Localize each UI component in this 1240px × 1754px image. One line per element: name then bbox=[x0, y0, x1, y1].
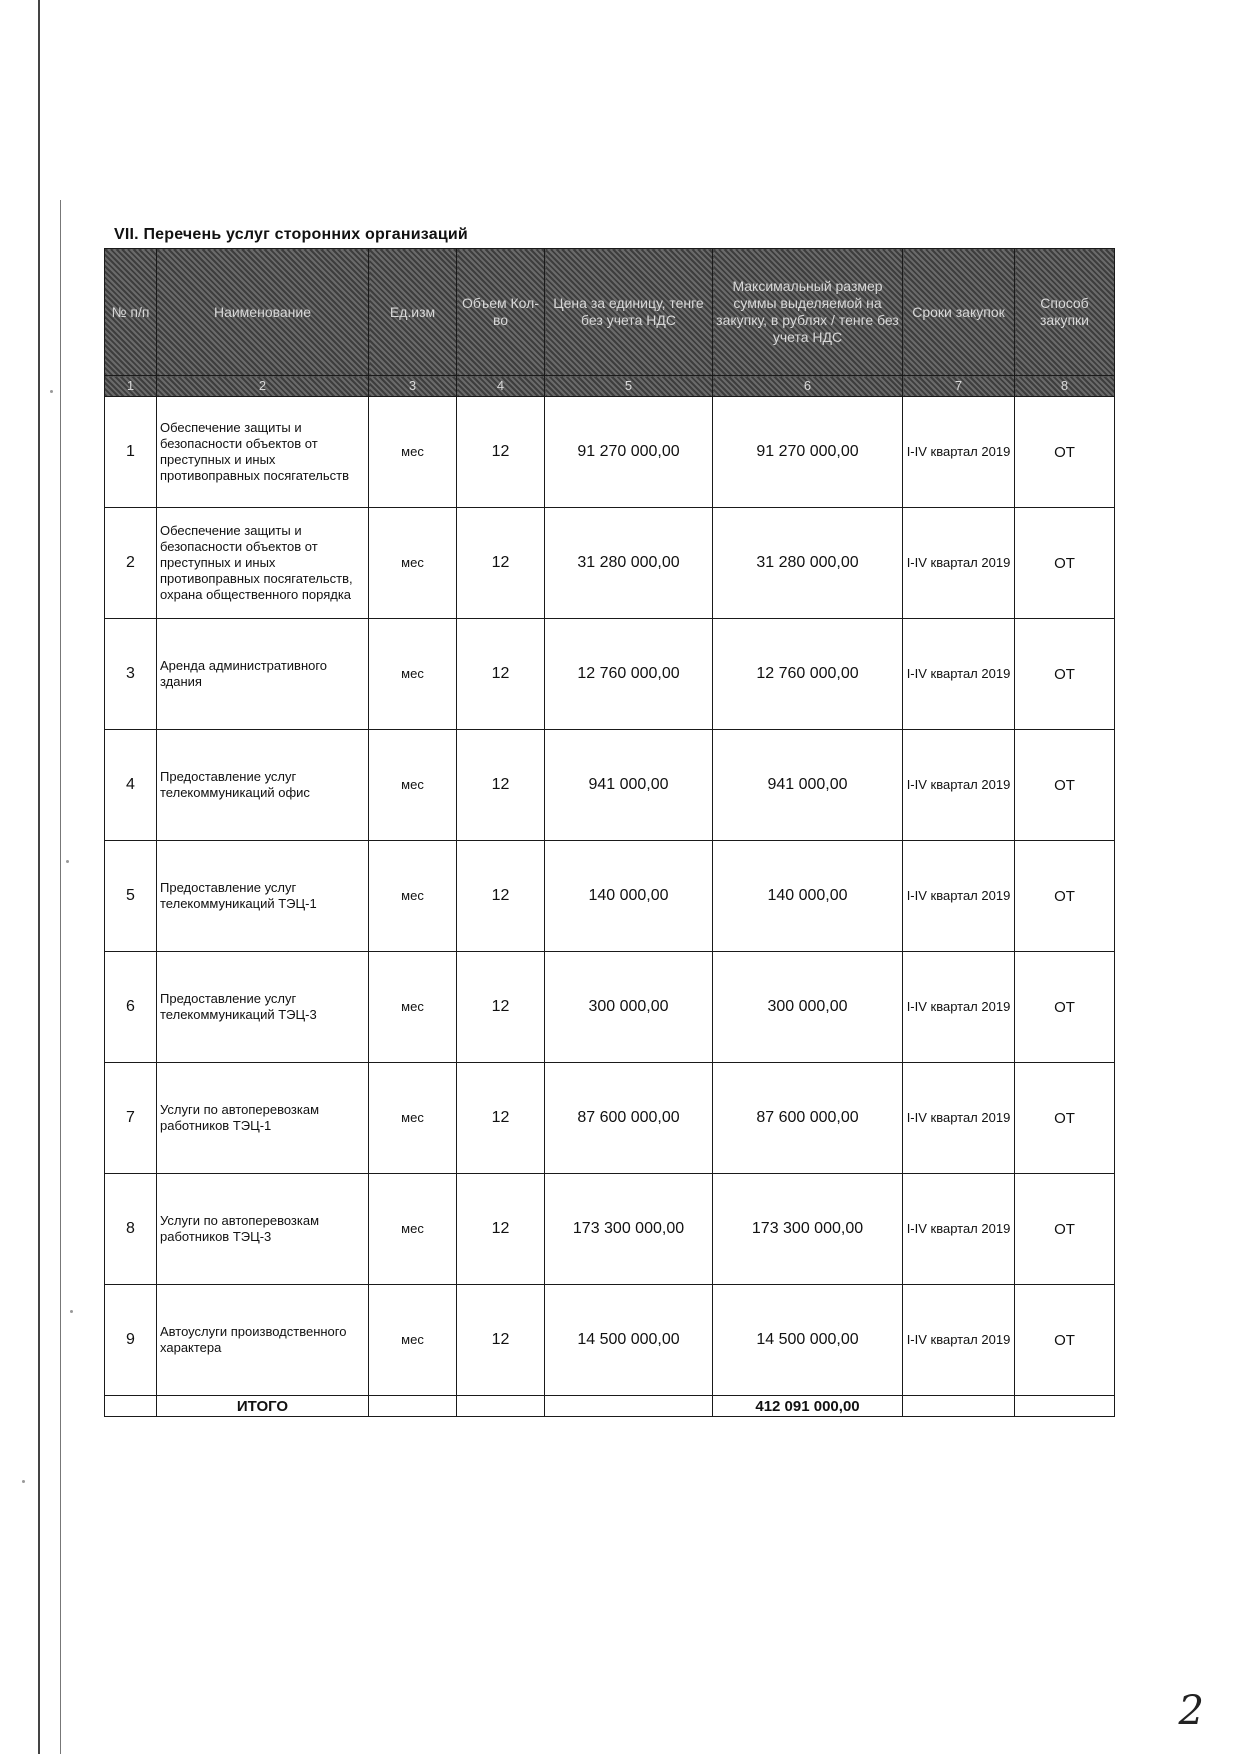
unit-price: 941 000,00 bbox=[545, 730, 713, 841]
table-row bbox=[105, 952, 1115, 1063]
unit: мес bbox=[369, 1063, 457, 1174]
column-number: 2 bbox=[157, 376, 369, 397]
column-header: Ед.изм bbox=[369, 249, 457, 376]
procurement-method: ОТ bbox=[1015, 952, 1115, 1063]
column-header: Цена за единицу, тенге без учета НДС bbox=[545, 249, 713, 376]
service-name: Обеспечение защиты и безопасности объектов от преступных и иных противоправных посягательств, охрана общественного порядка bbox=[157, 508, 369, 619]
column-number: 3 bbox=[369, 376, 457, 397]
column-header: Объем Кол-во bbox=[457, 249, 545, 376]
column-header: Способ закупки bbox=[1015, 249, 1115, 376]
scan-speck bbox=[70, 1310, 73, 1313]
column-header: Наименование bbox=[157, 249, 369, 376]
services-table bbox=[104, 248, 1115, 1417]
total-amount: 91 270 000,00 bbox=[713, 397, 903, 508]
column-number: 6 bbox=[713, 376, 903, 397]
quantity: 12 bbox=[457, 952, 545, 1063]
quantity: 12 bbox=[457, 1174, 545, 1285]
unit: мес bbox=[369, 841, 457, 952]
table-row bbox=[105, 1063, 1115, 1174]
service-name: Аренда административного здания bbox=[157, 619, 369, 730]
scan-speck bbox=[22, 1480, 25, 1483]
procurement-period: I-IV квартал 2019 bbox=[903, 1063, 1015, 1174]
binding-edge-line bbox=[38, 0, 40, 1754]
procurement-period: I-IV квартал 2019 bbox=[903, 841, 1015, 952]
unit: мес bbox=[369, 619, 457, 730]
quantity: 12 bbox=[457, 508, 545, 619]
scan-speck bbox=[66, 860, 69, 863]
table-row bbox=[105, 1285, 1115, 1396]
row-number: 8 bbox=[105, 1174, 157, 1285]
unit-price: 87 600 000,00 bbox=[545, 1063, 713, 1174]
row-number: 6 bbox=[105, 952, 157, 1063]
service-name: Предоставление услуг телекоммуникаций ТЭЦ-3 bbox=[157, 952, 369, 1063]
column-header: № п/п bbox=[105, 249, 157, 376]
procurement-period: I-IV квартал 2019 bbox=[903, 952, 1015, 1063]
section-title: VII. Перечень услуг сторонних организаций bbox=[114, 226, 468, 243]
procurement-period: I-IV квартал 2019 bbox=[903, 397, 1015, 508]
unit: мес bbox=[369, 1285, 457, 1396]
total-empty-cell bbox=[903, 1396, 1015, 1417]
procurement-method: ОТ bbox=[1015, 841, 1115, 952]
unit-price: 300 000,00 bbox=[545, 952, 713, 1063]
total-amount: 140 000,00 bbox=[713, 841, 903, 952]
page-number: 2 bbox=[1178, 1688, 1204, 1734]
procurement-method: ОТ bbox=[1015, 397, 1115, 508]
column-number: 1 bbox=[105, 376, 157, 397]
column-number: 7 bbox=[903, 376, 1015, 397]
total-empty-cell bbox=[1015, 1396, 1115, 1417]
row-number: 1 bbox=[105, 397, 157, 508]
service-name: Предоставление услуг телекоммуникаций ТЭЦ-1 bbox=[157, 841, 369, 952]
total-empty-cell bbox=[369, 1396, 457, 1417]
total-amount: 14 500 000,00 bbox=[713, 1285, 903, 1396]
table-row bbox=[105, 841, 1115, 952]
total-empty-cell bbox=[545, 1396, 713, 1417]
unit: мес bbox=[369, 397, 457, 508]
row-number: 2 bbox=[105, 508, 157, 619]
total-amount: 173 300 000,00 bbox=[713, 1174, 903, 1285]
unit: мес bbox=[369, 508, 457, 619]
unit-price: 91 270 000,00 bbox=[545, 397, 713, 508]
total-amount: 941 000,00 bbox=[713, 730, 903, 841]
row-number: 4 bbox=[105, 730, 157, 841]
quantity: 12 bbox=[457, 841, 545, 952]
service-name: Автоуслуги производственного характера bbox=[157, 1285, 369, 1396]
procurement-method: ОТ bbox=[1015, 730, 1115, 841]
unit-price: 31 280 000,00 bbox=[545, 508, 713, 619]
column-number-row bbox=[105, 376, 1115, 397]
column-header: Максимальный размер суммы выделяемой на закупку, в рублях / тенге без учета НДС bbox=[713, 249, 903, 376]
unit-price: 140 000,00 bbox=[545, 841, 713, 952]
table-row bbox=[105, 619, 1115, 730]
total-empty-cell bbox=[105, 1396, 157, 1417]
procurement-period: I-IV квартал 2019 bbox=[903, 730, 1015, 841]
service-name: Обеспечение защиты и безопасности объектов от преступных и иных противоправных посягательств bbox=[157, 397, 369, 508]
table-header-row bbox=[105, 249, 1115, 376]
total-empty-cell bbox=[457, 1396, 545, 1417]
total-value: 412 091 000,00 bbox=[713, 1396, 903, 1417]
unit-price: 14 500 000,00 bbox=[545, 1285, 713, 1396]
total-amount: 31 280 000,00 bbox=[713, 508, 903, 619]
quantity: 12 bbox=[457, 730, 545, 841]
quantity: 12 bbox=[457, 1285, 545, 1396]
unit-price: 12 760 000,00 bbox=[545, 619, 713, 730]
table-row bbox=[105, 508, 1115, 619]
unit: мес bbox=[369, 1174, 457, 1285]
quantity: 12 bbox=[457, 1063, 545, 1174]
procurement-period: I-IV квартал 2019 bbox=[903, 508, 1015, 619]
service-name: Предоставление услуг телекоммуникаций офис bbox=[157, 730, 369, 841]
procurement-period: I-IV квартал 2019 bbox=[903, 1285, 1015, 1396]
unit: мес bbox=[369, 730, 457, 841]
column-number: 5 bbox=[545, 376, 713, 397]
total-amount: 300 000,00 bbox=[713, 952, 903, 1063]
total-row bbox=[105, 1396, 1115, 1417]
column-header: Сроки закупок bbox=[903, 249, 1015, 376]
scan-speck bbox=[50, 390, 53, 393]
row-number: 5 bbox=[105, 841, 157, 952]
service-name: Услуги по автоперевозкам работников ТЭЦ-3 bbox=[157, 1174, 369, 1285]
procurement-method: ОТ bbox=[1015, 619, 1115, 730]
procurement-method: ОТ bbox=[1015, 1174, 1115, 1285]
quantity: 12 bbox=[457, 397, 545, 508]
total-amount: 87 600 000,00 bbox=[713, 1063, 903, 1174]
binding-edge-line-inner bbox=[60, 200, 61, 1754]
procurement-method: ОТ bbox=[1015, 1063, 1115, 1174]
procurement-period: I-IV квартал 2019 bbox=[903, 619, 1015, 730]
quantity: 12 bbox=[457, 619, 545, 730]
row-number: 7 bbox=[105, 1063, 157, 1174]
row-number: 3 bbox=[105, 619, 157, 730]
procurement-period: I-IV квартал 2019 bbox=[903, 1174, 1015, 1285]
procurement-method: ОТ bbox=[1015, 508, 1115, 619]
table-row bbox=[105, 1174, 1115, 1285]
service-name: Услуги по автоперевозкам работников ТЭЦ-1 bbox=[157, 1063, 369, 1174]
column-number: 4 bbox=[457, 376, 545, 397]
table-row bbox=[105, 397, 1115, 508]
unit: мес bbox=[369, 952, 457, 1063]
column-number: 8 bbox=[1015, 376, 1115, 397]
total-amount: 12 760 000,00 bbox=[713, 619, 903, 730]
procurement-method: ОТ bbox=[1015, 1285, 1115, 1396]
table-row bbox=[105, 730, 1115, 841]
total-label: ИТОГО bbox=[157, 1396, 369, 1417]
row-number: 9 bbox=[105, 1285, 157, 1396]
unit-price: 173 300 000,00 bbox=[545, 1174, 713, 1285]
